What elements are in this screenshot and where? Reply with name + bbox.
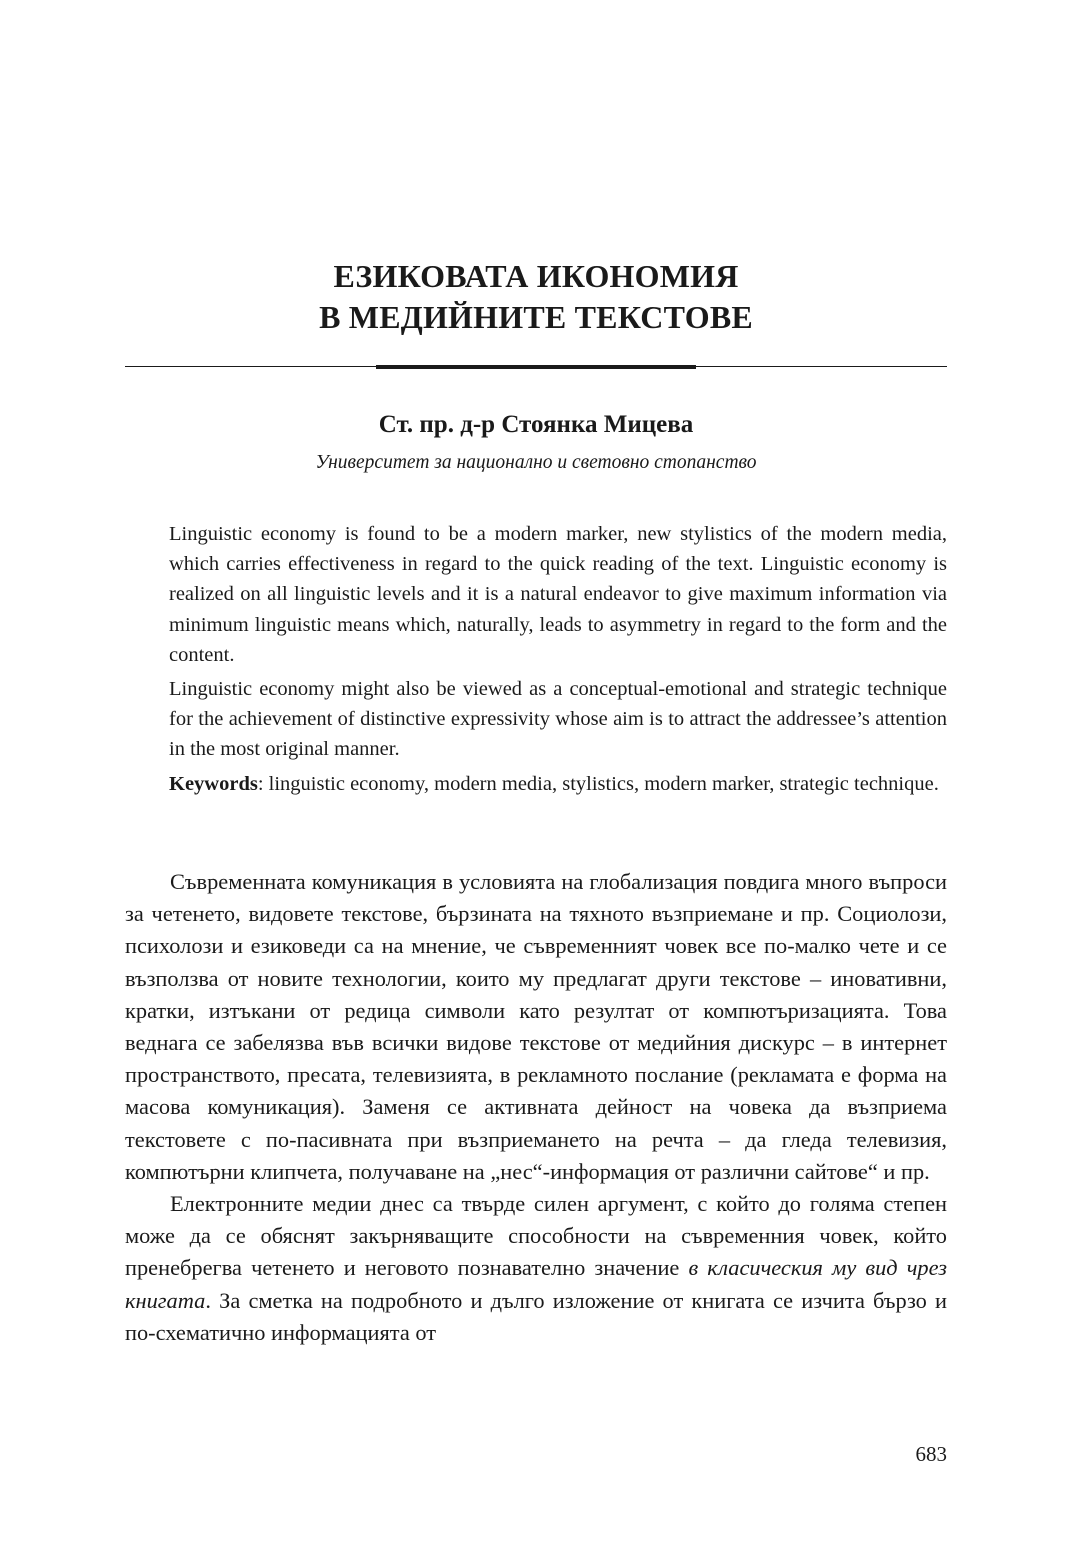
body-paragraph-2 — [125, 1188, 947, 1349]
article-title-line-2: В МЕДИЙНИТЕ ТЕКСТОВЕ — [319, 299, 753, 335]
keywords-label: Keywords — [169, 772, 258, 795]
article-title-line-1: ЕЗИКОВАТА ИКОНОМИЯ — [333, 258, 739, 294]
author-name: Ст. пр. д-р Стоянка Мицева — [378, 411, 694, 438]
keywords — [169, 769, 947, 799]
body-paragraph-2-text-end: . За сметка на подробното и дълго изложение от книгата се изчита бързо и по-схематично информацията от — [125, 1287, 947, 1345]
abstract-paragraph-2: Linguistic economy might also be viewed as a conceptual-emotional and strategic technique for the achievement of distinctive expressivity whose aim is to attract the addressee’s attention in the most original manner. — [169, 678, 947, 761]
article-body — [125, 866, 947, 1349]
body-paragraph-2-text-start: Електронните медии днес са твърде силен аргумент, с който до голяма степен може да се обяснят закърняващите способности на съвременния човек, който пренебрегва четенето и неговото познавателно значение — [125, 1191, 947, 1281]
article-title — [125, 256, 947, 338]
keywords-text: : linguistic economy, modern media, stylistics, modern marker, strategic technique. — [257, 772, 939, 795]
author-affiliation: Университет за национално и световно стопанство — [315, 452, 757, 473]
abstract-paragraph-1: Linguistic economy is found to be a modern marker, new stylistics of the modern media, which carries effectiveness in regard to the quick reading of the text. Linguistic economy is realized on all linguistic levels and it is a natural endeavor to give maximum information via minimum linguistic means which, naturally, leads to asymmetry in regard to the form and the content. — [169, 523, 947, 666]
title-divider-accent — [376, 365, 696, 369]
abstract — [169, 519, 947, 803]
body-paragraph-2-italic: в класическия му вид чрез книгата — [125, 1255, 947, 1313]
document-page — [125, 0, 947, 1550]
page-number: 683 — [915, 1442, 947, 1466]
body-paragraph-1: Съвременната комуникация в условията на глобализация повдига много въпроси за четенето, видовете текстове, бързината на тяхното възприемане и пр. Социолози, психолози и езиковеди са на мнение, че съвременният човек все по-малко чете и се възползва от новите технологии, които му предлагат други текстове – иновативни, кратки, изтъкани от редица символи като резултат от компютъризацията. Това веднага се забелязва във всички видове текстове от медийния дискурс – в интернет пространството, пресата, телевизията, в рекламното послание (рекламата е форма на масова комуникация). Заменя се активната дейност на човека да възприема текстовете с по-пасивната при възприемането на речта – да гледа телевизия, компютърни клипчета, получаване на „нес“-информация от различни сайтове“ и пр. — [125, 869, 947, 1184]
